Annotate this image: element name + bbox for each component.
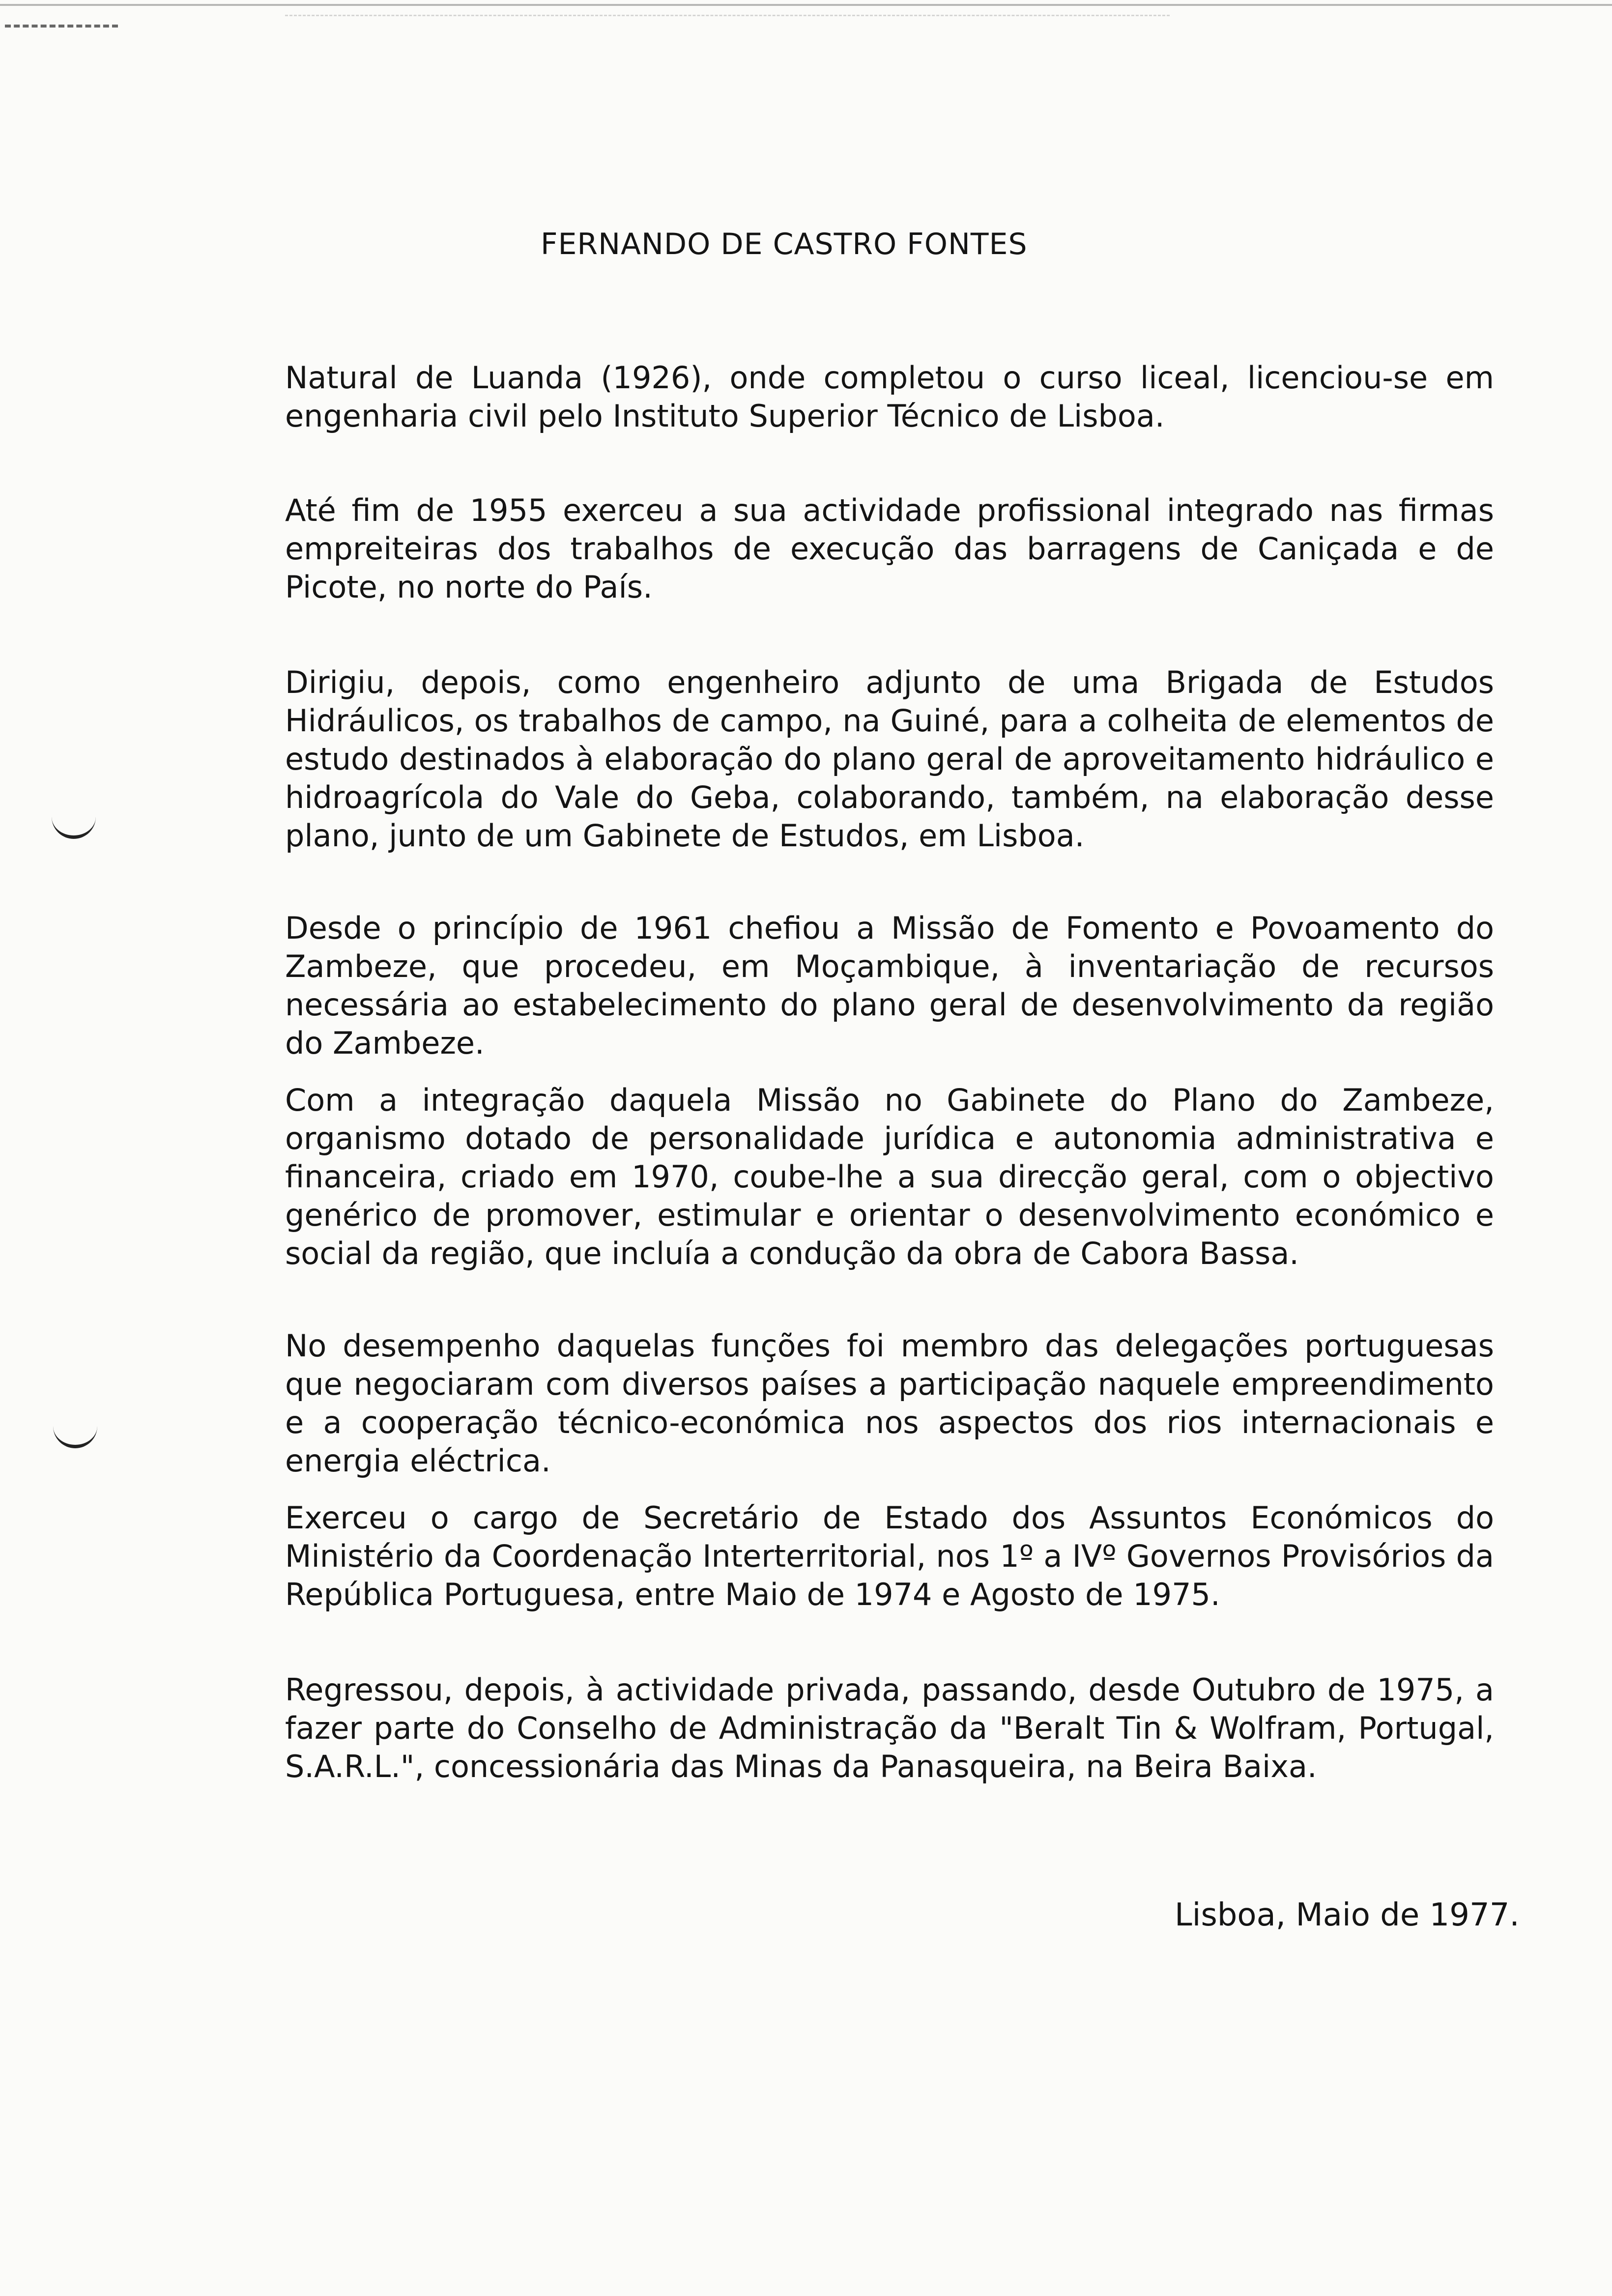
- paragraph-secretary-of-state: Exerceu o cargo de Secretário de Estado dos Assuntos Económicos do Ministério da Coordenação Interterritorial, nos 1º a IVº Governos Provisórios da República Portuguesa, entre Maio de 1974 e Agosto de 1975.: [285, 1500, 1494, 1612]
- paragraph-zambeze-cabinet: Com a integração daquela Missão no Gabinete do Plano do Zambeze, organismo dotado de personalidade jurídica e autonomia administrativa e financeira, criado em 1970, coube-lhe a sua direcção geral, com o objectivo genérico de promover, estimular e orientar o desenvolvimento económico e social da região, que incluía a condução da obra de Cabora Bassa.: [285, 1082, 1494, 1271]
- punch-hole-mark: [53, 1425, 97, 1448]
- paragraph-delegations: No desempenho daquelas funções foi membro das delegações portuguesas que negociaram com diversos países a participação naquele empreendimento e a cooperação técnico-económica nos aspectos dos rios internacionais e energia eléctrica.: [285, 1328, 1494, 1479]
- scan-noise: [285, 15, 1170, 23]
- document-title: FERNANDO DE CASTRO FONTES: [541, 227, 1028, 261]
- punch-hole-mark: [52, 816, 96, 839]
- place-date-line: Lisboa, Maio de 1977.: [1175, 1897, 1520, 1933]
- paragraph-birth-education: Natural de Luanda (1926), onde completou o curso liceal, licenciou-se em engenharia civil pelo Instituto Superior Técnico de Lisboa.: [285, 360, 1494, 434]
- paragraph-zambeze-mission: Desde o princípio de 1961 chefiou a Missão de Fomento e Povoamento do Zambeze, que procedeu, em Moçambique, à inventariação de recursos necessária ao estabelecimento do plano geral de desenvolvimento da região do Zambeze.: [285, 910, 1494, 1061]
- scan-edge-line: [0, 4, 1612, 6]
- paragraph-guinea-studies: Dirigiu, depois, como engenheiro adjunto de uma Brigada de Estudos Hidráulicos, os trabalhos de campo, na Guiné, para a colheita de elementos de estudo destinados à elaboração do plano geral de aproveitamento hidráulico e hidroagrícola do Vale do Geba, colaborando, também, na elaboração desse plano, junto de um Gabinete de Estudos, em Lisboa.: [285, 664, 1494, 854]
- paragraph-private-activity: Regressou, depois, à actividade privada, passando, desde Outubro de 1975, a fazer parte do Conselho de Administração da "Beralt Tin & Wolfram, Portugal, S.A.R.L.", concessionária das Minas da Panasqueira, na Beira Baixa.: [285, 1672, 1494, 1784]
- scan-mark: [5, 25, 118, 47]
- paragraph-early-career: Até fim de 1955 exerceu a sua actividade profissional integrado nas firmas empreiteiras dos trabalhos de execução das barragens de Caniçada e de Picote, no norte do País.: [285, 492, 1494, 605]
